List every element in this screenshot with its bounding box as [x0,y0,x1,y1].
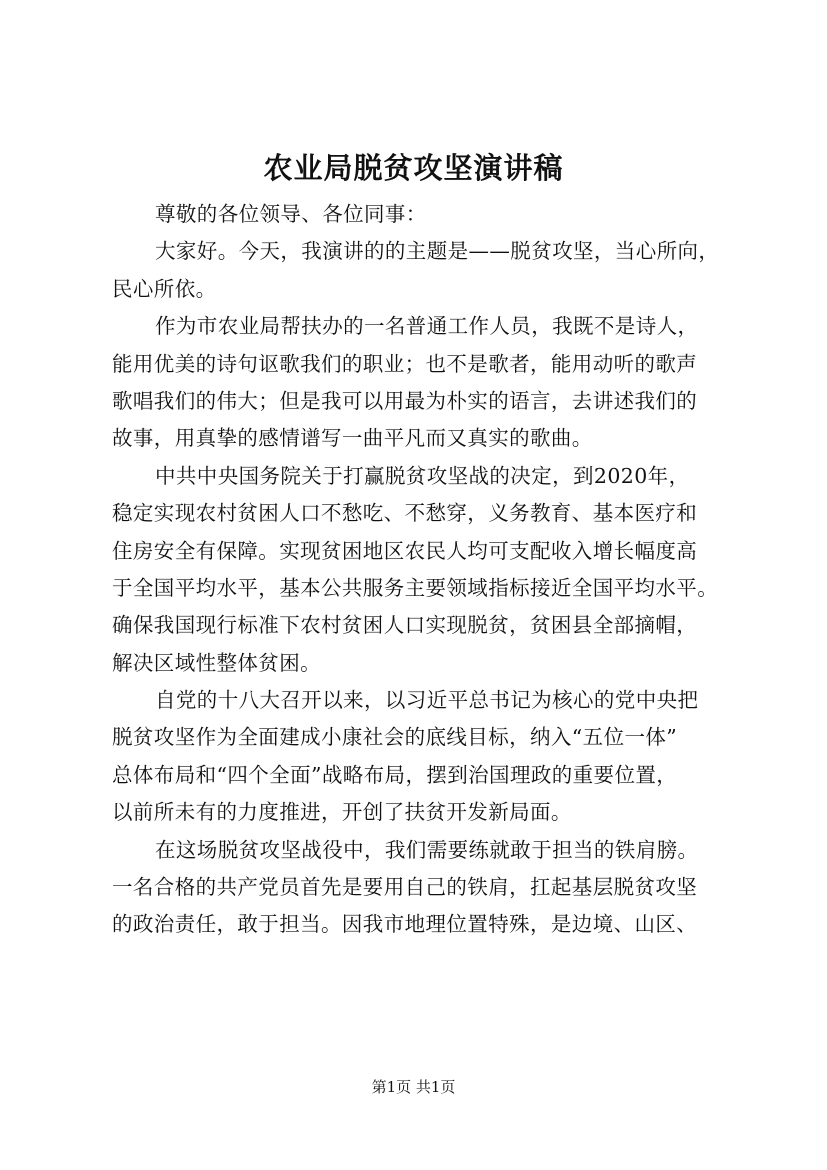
body-line: 歌唱我们的伟大；但是我可以用最为朴实的语言，去讲述我们的 [112,388,698,413]
body-line: 作为市农业局帮扶办的一名普通工作人员，我既不是诗人， [155,314,699,339]
body-line: 一名合格的共产党员首先是要用自己的铁肩，扛起基层脱贫攻坚 [112,875,698,900]
body-line: 总体布局和“四个全面”战略布局，摆到治国理政的重要位置， [112,762,678,787]
body-line: 故事，用真挚的感情谱写一曲平凡而又真实的歌曲。 [112,426,593,451]
body-line: 于全国平均水平，基本公共服务主要领域指标接近全国平均水平。 [112,575,719,600]
body-line: 住房安全有保障。实现贫困地区农民人均可支配收入增长幅度高 [112,538,698,563]
document-title: 农业局脱贫攻坚演讲稿 [263,151,564,185]
body-line: 脱贫攻坚作为全面建成小康社会的底线目标，纳入“五位一体” [112,725,678,750]
body-line: 以前所未有的力度推进，开创了扶贫开发新局面。 [112,800,572,825]
body-line: 大家好。今天，我演讲的的主题是——脱贫攻坚，当心所向， [155,239,720,264]
document-body [112,196,737,944]
body-line: 的政治责任，敢于担当。因我市地理位置特殊，是边境、山区、 [112,912,698,937]
body-line: 自党的十八大召开以来，以习近平总书记为核心的党中央把 [155,688,699,713]
body-line: 中共中央国务院关于打赢脱贫攻坚战的决定，到2020年， [155,463,690,488]
body-line: 尊敬的各位领导、各位同事： [155,202,427,226]
body-line: 民心所依。 [112,276,217,301]
page-footer: 第1页 共1页 [371,1078,456,1096]
body-line: 解决区域性整体贫困。 [112,650,321,675]
body-line: 能用优美的诗句讴歌我们的职业；也不是歌者，能用动听的歌声 [112,351,698,376]
body-line: 稳定实现农村贫困人口不愁吃、不愁穿，义务教育、基本医疗和 [112,501,698,526]
body-line: 确保我国现行标准下农村贫困人口实现脱贫，贫困县全部摘帽， [112,613,698,638]
body-line: 在这场脱贫攻坚战役中，我们需要练就敢于担当的铁肩膀。 [155,837,699,862]
